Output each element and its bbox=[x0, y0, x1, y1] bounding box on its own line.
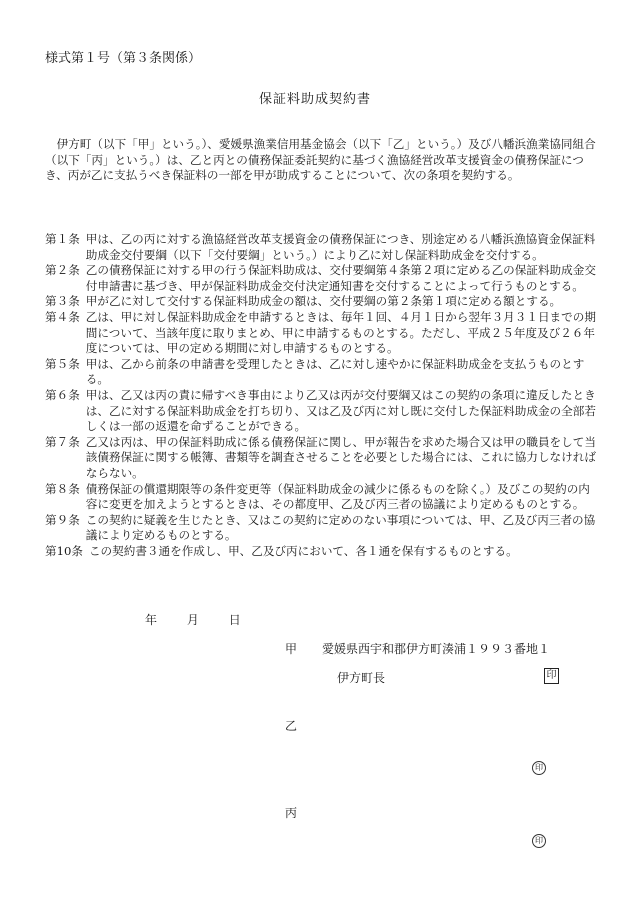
article-number: 第３条 bbox=[45, 294, 80, 309]
party-c-seal-icon: 印 bbox=[532, 834, 546, 848]
article-text: この契約書３通を作成し、甲、乙及び丙において、各１通を保有するものとする。 bbox=[88, 543, 518, 558]
article-text: 甲は、乙又は丙の責に帰すべき事由により乙又は丙が交付要綱又はこの契約の条項に違反したときは、乙に対する保証料助成金を打ち切り、又は乙及び丙に対し既に交付した保証料助成金の全部若しくは一部の返還を命ずることができる。 bbox=[85, 387, 596, 434]
article-8 bbox=[45, 482, 597, 513]
party-a-address: 愛媛県西宇和郡伊方町湊浦１９９３番地１ bbox=[322, 642, 551, 656]
document-title: 保証料助成契約書 bbox=[258, 92, 371, 107]
contract-date-line bbox=[145, 613, 267, 629]
party-a-name: 伊方町長 bbox=[337, 671, 386, 685]
article-number: 第２条 bbox=[45, 263, 80, 278]
article-number: 第６条 bbox=[45, 387, 80, 402]
party-a-seal-icon: 印 bbox=[544, 668, 559, 684]
article-3 bbox=[45, 294, 597, 310]
article-list bbox=[45, 232, 597, 559]
article-6 bbox=[45, 388, 597, 435]
article-text: 債務保証の償還期限等の条件変更等（保証料助成金の減少に係るものを除く。）及びこの契約の内容に変更を加えようとするときは、その都度甲、乙及び丙三者の協議により定めるものとする。 bbox=[85, 481, 590, 512]
article-number: 第５条 bbox=[45, 356, 80, 371]
article-number: 第４条 bbox=[45, 309, 80, 324]
article-text: 甲は、乙から前条の申請書を受理したときは、乙に対し速やかに保証料助成金を支払うものとする。 bbox=[85, 356, 585, 387]
party-c-label: 丙 bbox=[285, 806, 298, 820]
day-label: 日 bbox=[228, 613, 241, 627]
article-5 bbox=[45, 357, 597, 388]
article-text: この契約に疑義を生じたとき、又はこの契約に定めのない事項については、甲、乙及び丙三者の協議により定めるものとする。 bbox=[85, 512, 596, 543]
article-text: 乙の債務保証に対する甲の行う保証料助成は、交付要綱第４条第２項に定める乙の保証料助成金交付申請書に基づき、甲が保証料助成金交付決定通知書を交付することによって行うものとする。 bbox=[85, 263, 596, 293]
year-label: 年 bbox=[145, 613, 158, 627]
article-10 bbox=[45, 544, 597, 560]
article-number: 第１条 bbox=[45, 232, 80, 246]
article-4 bbox=[45, 310, 597, 357]
article-9 bbox=[45, 513, 597, 544]
article-number: 第10条 bbox=[45, 543, 83, 558]
article-number: 第７条 bbox=[45, 434, 80, 449]
article-1 bbox=[45, 232, 597, 263]
article-text: 甲が乙に対して交付する保証料助成金の額は、交付要綱の第２条第１項に定める額とする。 bbox=[85, 294, 562, 309]
article-text: 甲は、乙の丙に対する漁協経営改革支援資金の債務保証につき、別途定める八幡浜漁協資金保証料助成金交付要綱（以下「交付要綱」という。）により乙に対し保証料助成金を交付する。 bbox=[85, 232, 596, 262]
party-b-seal-icon: 印 bbox=[532, 761, 546, 775]
article-2 bbox=[45, 263, 597, 294]
article-text: 乙又は丙は、甲の保証料助成に係る債務保証に関し、甲が報告を求めた場合又は甲の職員をして当該債務保証に関する帳簿、書類等を調査させることを必要とした場合には、これに協力しなければならない。 bbox=[85, 434, 596, 480]
party-b-label: 乙 bbox=[285, 719, 298, 733]
form-number-label: 様式第１号（第３条関係） bbox=[45, 51, 202, 66]
intro-paragraph: 伊方町（以下「甲」という。）、愛媛県漁業信用基金協会（以下「乙」という。）及び八幡浜漁業協同組合（以下「丙」という。）は、乙と丙との債務保証委託契約に基づく漁協経営改革支援資金の債務保証につき、丙が乙に支払うべき保証料の一部を甲が助成することについて、次の条項を契約する。 bbox=[45, 137, 596, 183]
article-number: 第８条 bbox=[45, 481, 80, 496]
article-7 bbox=[45, 435, 597, 482]
party-a-label: 甲 bbox=[285, 642, 298, 656]
month-label: 月 bbox=[186, 613, 199, 627]
article-number: 第９条 bbox=[45, 512, 80, 527]
article-text: 乙は、甲に対し保証料助成金を申請するときは、毎年１回、４月１日から翌年３月３１日までの期間について、当該年度に取りまとめ、甲に申請するものとする。ただし、平成２５年度及び２６年度については、甲の定める期間に対し申請するものとする。 bbox=[85, 309, 596, 356]
